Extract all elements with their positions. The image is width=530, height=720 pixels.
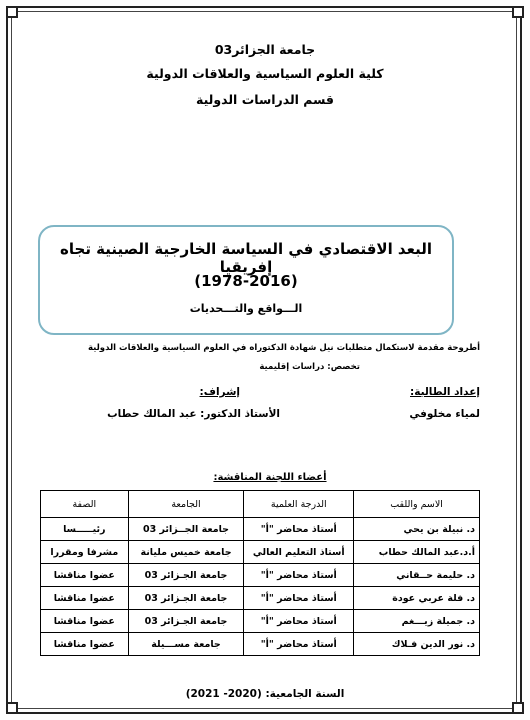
member-university: جامعة الجــزائر 03 [128, 518, 244, 541]
table-row [41, 633, 480, 656]
member-degree: أستاذ محاضر "أ" [244, 587, 354, 610]
committee-title: أعضاء اللجنة المناقشة: [213, 472, 327, 483]
member-role: رئيـــــسا [41, 518, 129, 541]
member-name: د. نبيلة بن يحي [354, 518, 480, 541]
member-degree: أستاذ التعليم العالي [244, 541, 354, 564]
member-university: جامعة مســـيلة [128, 633, 244, 656]
student-name: لمياء مخلوفي [409, 408, 480, 420]
member-role: عضوا مناقشا [41, 633, 129, 656]
table-header-row [41, 491, 480, 518]
supervisor-label: إشراف: [199, 386, 240, 398]
member-degree: أستاذ محاضر "أ" [244, 518, 354, 541]
committee-table [40, 490, 480, 656]
member-university: جامعة خميس مليانة [128, 541, 244, 564]
table-row [41, 518, 480, 541]
faculty-name: كلية العلوم السياسية والعلاقات الدولية [146, 66, 384, 81]
member-name: د. جميلة زيـــغم [354, 610, 480, 633]
member-name: د. نور الدين فـلاك [354, 633, 480, 656]
member-role: عضوا مناقشا [41, 587, 129, 610]
thesis-title: البعد الاقتصادي في السياسة الخارجية الصينية تجاه إفريقيا [60, 240, 432, 276]
table-row [41, 541, 480, 564]
border-corner-ornament [512, 702, 524, 714]
table-row [41, 610, 480, 633]
member-university: جامعة الجـزائر 03 [128, 587, 244, 610]
member-name: أ.د.عبد المالك حطاب [354, 541, 480, 564]
student-label: إعداد الطالبة: [410, 386, 480, 398]
university-name: جامعة الجزائر03 [214, 42, 316, 57]
table-row [41, 587, 480, 610]
table-row [41, 564, 480, 587]
column-header-name: الاسم واللقب [354, 491, 480, 518]
border-corner-ornament [512, 6, 524, 18]
column-header-university: الجامعة [128, 491, 244, 518]
border-corner-ornament [6, 702, 18, 714]
thesis-subtitle: الـــواقع والتـــحديات [189, 302, 303, 315]
specialization: تخصص: دراسات إقليمية [259, 362, 360, 372]
member-name: د. حليمة حــقاني [354, 564, 480, 587]
member-role: مشرفا ومقررا [41, 541, 129, 564]
member-university: جامعة الجـزائر 03 [128, 564, 244, 587]
member-university: جامعة الجـزائر 03 [128, 610, 244, 633]
member-degree: أستاذ محاضر "أ" [244, 633, 354, 656]
department-name: قسم الدراسات الدولية [196, 92, 334, 107]
border-corner-ornament [6, 6, 18, 18]
supervisor-name: الأستاذ الدكتور: عبد المالك حطاب [107, 408, 280, 420]
academic-year: السنة الجامعية: (2020- 2021) [185, 688, 345, 700]
member-role: عضوا مناقشا [41, 564, 129, 587]
member-degree: أستاذ محاضر "أ" [244, 610, 354, 633]
member-role: عضوا مناقشا [41, 610, 129, 633]
column-header-degree: الدرجة العلمية [244, 491, 354, 518]
thesis-years: (1978-2016) [194, 272, 298, 290]
member-name: د. فلة عربي عودة [354, 587, 480, 610]
member-degree: أستاذ محاضر "أ" [244, 564, 354, 587]
column-header-role: الصفة [41, 491, 129, 518]
thesis-statement: أطروحة مقدمة لاستكمال متطلبات نيل شهادة الدكتوراه في العلوم السياسية والعلاقات الدولية [87, 343, 480, 353]
